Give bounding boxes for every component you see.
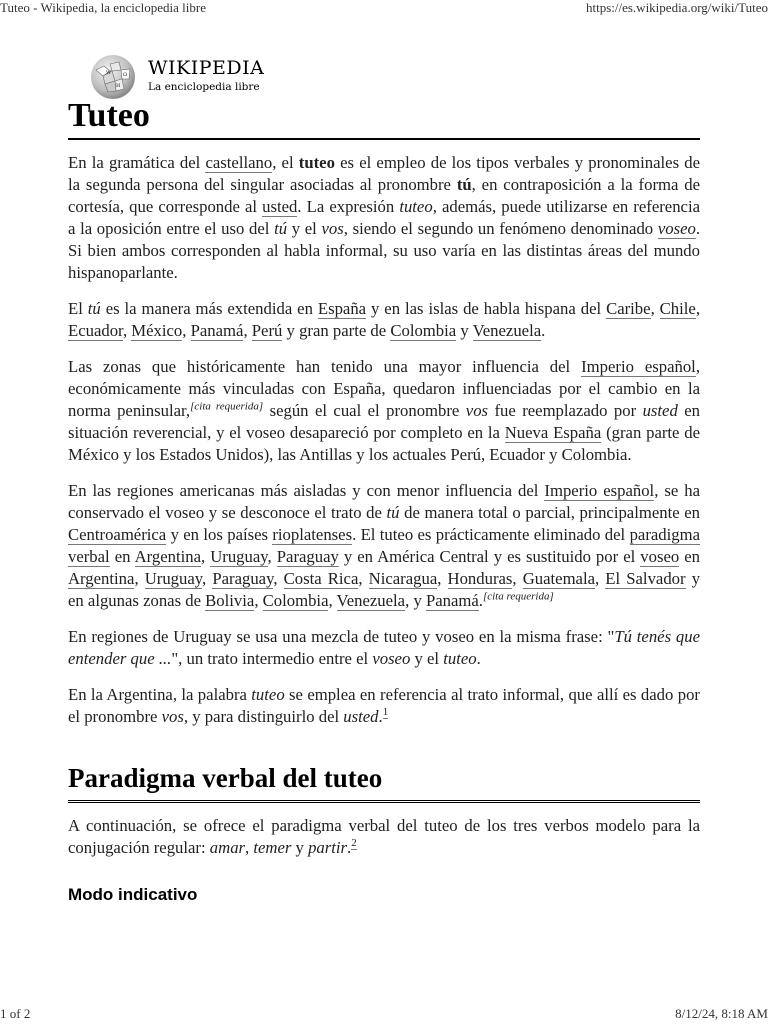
print-datetime: 8/12/24, 8:18 AM — [675, 1006, 768, 1021]
text: . Si bien ambos corresponden al habla informal, su uso varía en las distintas áreas del mundo hispanoparlante. — [68, 219, 700, 282]
link-peru[interactable]: Perú — [251, 321, 283, 340]
italic-term: tú — [87, 299, 101, 318]
italic-term: tú — [386, 503, 400, 522]
link-costa-rica[interactable]: Costa Rica — [283, 569, 359, 588]
text: (gran parte de México y los Estados Unidos), las Antillas y los actuales Perú, Ecuador y Colombia. — [68, 423, 701, 464]
text: y — [291, 838, 309, 857]
text: y en América Central y es sustituido por el — [338, 547, 641, 566]
italic-term: tuteo — [251, 685, 285, 704]
italic-term: amar — [209, 838, 246, 857]
link-voseo[interactable] — [658, 219, 696, 239]
link-centroamerica[interactable]: Centroamérica — [68, 525, 167, 544]
text: y en los países — [166, 525, 273, 544]
italic-term: tuteo — [443, 649, 477, 668]
article-paragraph — [68, 815, 700, 859]
article-paragraph — [68, 152, 700, 284]
italic-term: tuteo — [399, 197, 433, 216]
link-argentina[interactable]: Argentina — [134, 547, 202, 566]
text: , siendo el segundo un fenómeno denominado — [343, 219, 658, 238]
wikipedia-wordmark: WIKIPEDIA — [148, 57, 265, 79]
text: y el — [410, 649, 444, 668]
reference-number[interactable]: 1 — [382, 706, 389, 719]
text: , económicamente más vinculadas con España, quedaron influenciadas por el cambio en la norma peninsular, — [68, 357, 700, 420]
reference-number[interactable]: 2 — [351, 837, 357, 850]
section-heading: Paradigma verbal del tuteo — [68, 762, 700, 803]
link-ecuador[interactable]: Ecuador — [68, 321, 123, 340]
link-el-salvador[interactable]: El Salvador — [605, 569, 686, 588]
text: , el — [272, 153, 299, 172]
text: en — [109, 547, 135, 566]
citation-needed[interactable]: [cita requerida] — [482, 590, 554, 603]
text: En las regiones americanas más aisladas y con menor influencia del — [68, 481, 545, 500]
italic-term: tú — [274, 219, 288, 238]
link-usted[interactable]: usted — [262, 197, 298, 216]
text: , además, puede utilizarse en referencia a la oposición entre el uso del — [68, 197, 700, 238]
text: . El tuteo es prácticamente eliminado del — [352, 525, 630, 544]
link-guatemala[interactable]: Guatemala — [522, 569, 595, 588]
text: . — [347, 838, 352, 857]
italic-term: usted — [343, 707, 379, 726]
link-voseo-label: voseo — [657, 219, 696, 238]
italic-quote: Tú tenés que entender que ... — [68, 627, 700, 668]
text: , y para distinguirlo del — [183, 707, 344, 726]
wikipedia-logo[interactable] — [88, 52, 328, 100]
text: es la manera más extendida en — [100, 299, 318, 318]
text: y — [456, 321, 473, 340]
italic-term: vos — [161, 707, 184, 726]
italic-term: vos — [465, 401, 489, 420]
text: y en las islas de habla hispana del — [366, 299, 607, 318]
text: , se ha conservado el voseo y se desconoce el trato de — [68, 481, 701, 522]
article-content — [68, 96, 700, 905]
wikipedia-globe-icon — [88, 52, 138, 102]
text: . — [378, 707, 383, 726]
article-paragraph — [68, 356, 700, 466]
link-paraguay[interactable]: Paraguay — [276, 547, 339, 566]
link-castellano[interactable]: castellano — [205, 153, 273, 172]
text: ", un trato intermedio entre el — [171, 649, 373, 668]
link-honduras[interactable]: Honduras — [447, 569, 513, 588]
reference-link[interactable] — [383, 706, 389, 719]
link-colombia[interactable]: Colombia — [390, 321, 457, 340]
text: , — [245, 838, 254, 857]
text: y el — [287, 219, 322, 238]
svg-text:Ω: Ω — [123, 72, 128, 78]
link-argentina[interactable]: Argentina — [68, 569, 135, 588]
subsection-heading: Modo indicativo — [68, 885, 198, 904]
article-paragraph: En las regiones americanas más aisladas y con menor influencia del Imperio español, se ha conservado el voseo y se desconoce el trato de tú de manera total o parcial, principalmente en Centroamérica y en los países rioplatenses. El tuteo es prácticamente eliminado del paradigma verbal en Argentina, Uruguay, Paraguay y en América Central y es sustituido por el voseo en Argentina, Uruguay, Paraguay, Costa Rica, Nicaragua, Honduras, Guatemala, El Salvador y en algunas zonas de Bolivia, Colombia, Venezuela, y Panamá.[cita requerida] — [68, 481, 701, 610]
page-title: Tuteo — [68, 96, 700, 140]
link-colombia[interactable]: Colombia — [262, 591, 329, 610]
link-rioplatenses[interactable]: rioplatenses — [272, 525, 353, 544]
print-page-url: https://es.wikipedia.org/wiki/Tuteo — [585, 0, 768, 15]
link-nueva-espana[interactable]: Nueva España — [504, 423, 602, 442]
text: , en contraposición a la forma de cortesía, que corresponde al — [68, 175, 700, 216]
wikipedia-tagline: La enciclopedia libre — [148, 81, 260, 93]
text: En la gramática del — [68, 153, 206, 172]
text: en situación reverencial, y el voseo desapareció por completo en la — [68, 401, 700, 442]
text: Las zonas que históricamente han tenido una mayor influencia del — [68, 357, 582, 376]
link-bolivia[interactable]: Bolivia — [205, 591, 255, 610]
link-nicaragua[interactable]: Nicaragua — [368, 569, 438, 588]
reference-link[interactable] — [351, 837, 357, 850]
text: y gran parte de — [282, 321, 391, 340]
article-paragraph — [68, 684, 700, 728]
link-venezuela[interactable]: Venezuela — [336, 591, 406, 610]
link-chile[interactable]: Chile — [659, 299, 696, 318]
italic-term: usted — [642, 401, 678, 420]
link-imperio-espanol[interactable]: Imperio español — [544, 481, 655, 500]
article-paragraph: El tú es la manera más extendida en España y en las islas de habla hispana del Caribe, Chile, Ecuador, México, Panamá, Perú y gran parte de Colombia y Venezuela. — [68, 299, 700, 340]
text: En la Argentina, la palabra — [68, 685, 252, 704]
svg-text:W: W — [106, 70, 112, 76]
print-page-title: Tuteo - Wikipedia, la enciclopedia libre — [0, 0, 206, 15]
bold-term: tú — [456, 175, 472, 194]
page-counter: 1 of 2 — [0, 1006, 31, 1021]
italic-term: temer — [253, 838, 292, 857]
article-paragraph — [68, 626, 700, 670]
link-venezuela[interactable]: Venezuela — [472, 321, 542, 340]
italic-term: vos — [321, 219, 344, 238]
link-uruguay[interactable]: Uruguay — [210, 547, 268, 566]
text: según el cual el pronombre — [263, 401, 466, 420]
link-panama[interactable]: Panamá — [190, 321, 244, 340]
text: de manera total o parcial, principalmente en — [399, 503, 700, 522]
link-espana[interactable]: España — [317, 299, 367, 318]
link-paraguay[interactable]: Paraguay — [212, 569, 274, 588]
text: y en algunas zonas de — [68, 569, 701, 610]
text: . — [476, 649, 481, 668]
svg-text:И: И — [116, 83, 121, 89]
text: . — [541, 321, 546, 340]
link-mexico[interactable]: México — [131, 321, 183, 340]
text: es el empleo de los tipos verbales y pronominales de la segunda persona del singular asociadas al pronombre — [68, 153, 701, 194]
text: . La expresión — [297, 197, 400, 216]
italic-term: voseo — [372, 649, 411, 668]
text: fue reemplazado por — [488, 401, 643, 420]
citation-needed[interactable]: [cita requerida] — [190, 400, 264, 413]
text: El — [68, 299, 88, 318]
link-caribe[interactable]: Caribe — [606, 299, 651, 318]
italic-term: partir — [308, 838, 348, 857]
text: En regiones de Uruguay se usa una mezcla de tuteo y voseo en la misma frase: " — [68, 627, 615, 646]
text: en — [679, 547, 700, 566]
bold-term: tuteo — [298, 153, 335, 172]
print-header — [0, 0, 768, 16]
link-paradigma-verbal[interactable]: paradigma verbal — [68, 525, 700, 566]
print-footer — [0, 1008, 768, 1024]
text: A continuación, se ofrece el paradigma verbal del tuteo de los tres verbos modelo para la conjugación regular: — [68, 816, 700, 857]
link-voseo[interactable]: voseo — [640, 547, 680, 566]
text: se emplea en referencia al trato informal, que allí es dado por el pronombre — [68, 685, 700, 726]
link-imperio-espanol[interactable]: Imperio español — [581, 357, 696, 376]
link-panama[interactable]: Panamá — [425, 591, 479, 610]
link-uruguay[interactable]: Uruguay — [144, 569, 203, 588]
